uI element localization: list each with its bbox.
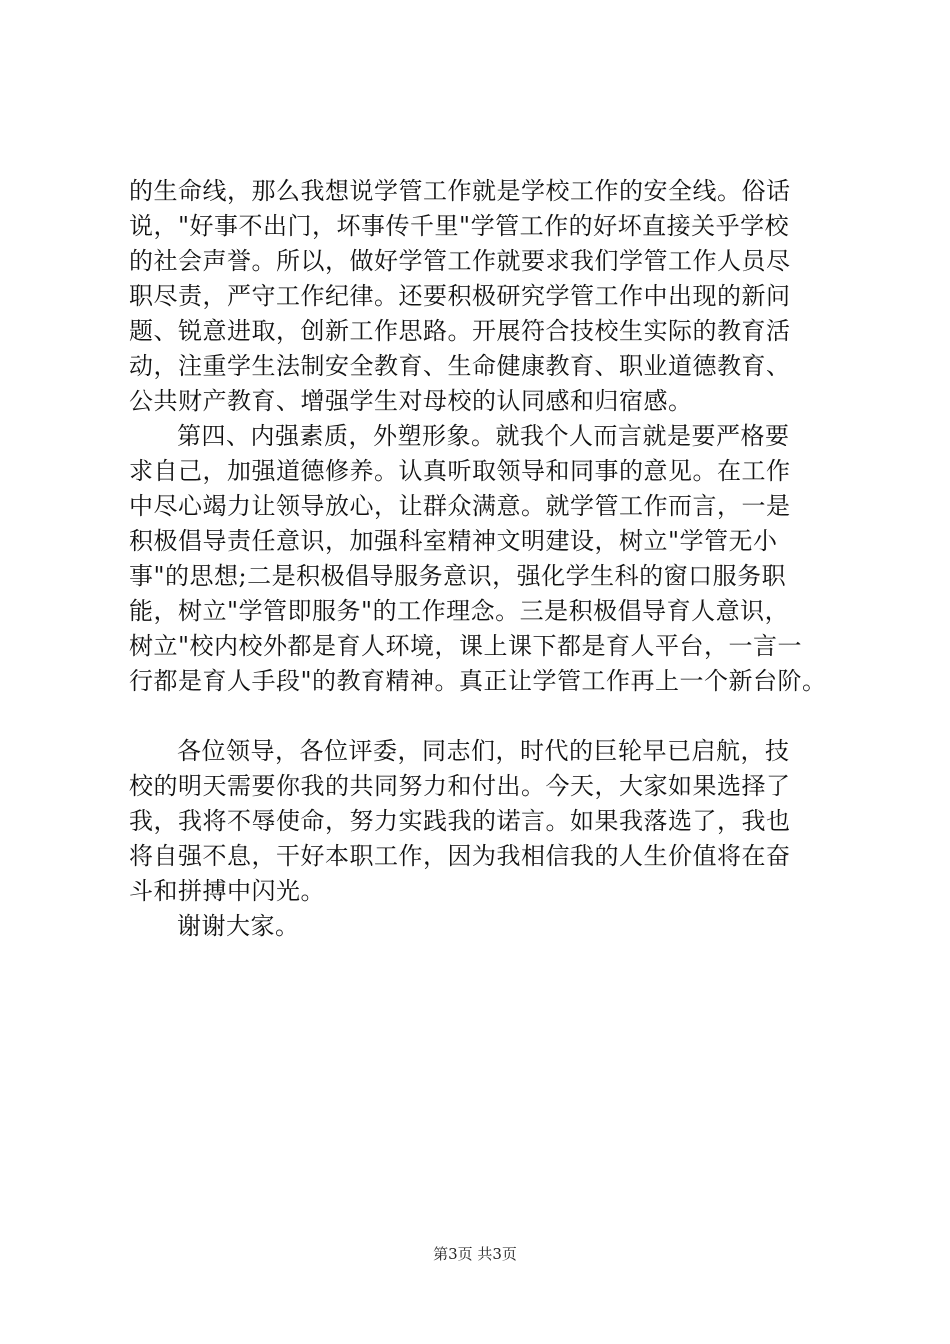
page-number: 第3页 共3页	[433, 1245, 517, 1263]
text-line: 公共财产教育、增强学生对母校的认同感和归宿感。	[129, 387, 693, 415]
text-line: 积极倡导责任意识，加强科室精神文明建设，树立"学管无小	[129, 527, 778, 555]
paragraph	[129, 174, 849, 419]
text-line: 能，树立"学管即服务"的工作理念。三是积极倡导育人意识，	[129, 597, 790, 625]
text-line: 职尽责，严守工作纪律。还要积极研究学管工作中出现的新问	[129, 282, 791, 310]
text-line: 将自强不息，干好本职工作，因为我相信我的人生价值将在奋	[129, 842, 791, 870]
text-line: 行都是育人手段"的教育精神。真正让学管工作再上一个新台阶。	[129, 667, 827, 695]
text-line: 求自己，加强道德修养。认真听取领导和同事的意见。在工作	[129, 457, 791, 485]
text-line: 我，我将不辱使命，努力实践我的诺言。如果我落选了，我也	[129, 807, 791, 835]
paragraph	[129, 909, 849, 944]
text-line: 题、锐意进取，创新工作思路。开展符合技校生实际的教育活	[129, 317, 791, 345]
text-line: 的社会声誉。所以，做好学管工作就要求我们学管工作人员尽	[129, 247, 791, 275]
text-line: 动，注重学生法制安全教育、生命健康教育、职业道德教育、	[129, 352, 791, 380]
text-line: 谢谢大家。	[177, 912, 300, 940]
text-line: 斗和拼搏中闪光。	[129, 877, 325, 905]
document-body	[129, 174, 849, 944]
text-line: 的生命线，那么我想说学管工作就是学校工作的安全线。俗话	[129, 177, 791, 205]
text-line: 树立"校内校外都是育人环境，课上课下都是育人平台，一言一	[129, 632, 803, 660]
paragraph-spacer	[129, 699, 849, 734]
paragraph	[129, 419, 849, 699]
paragraph	[129, 734, 849, 909]
text-line: 说，"好事不出门，坏事传千里"学管工作的好坏直接关乎学校	[129, 212, 790, 240]
text-line: 事"的思想;二是积极倡导服务意识，强化学生科的窗口服务职	[129, 562, 787, 590]
page-footer	[0, 1244, 950, 1264]
text-line: 第四、内强素质，外塑形象。就我个人而言就是要严格要	[177, 422, 790, 450]
text-line: 中尽心竭力让领导放心，让群众满意。就学管工作而言，一是	[129, 492, 791, 520]
text-line: 各位领导，各位评委，同志们，时代的巨轮早已启航，技	[177, 737, 790, 765]
text-line: 校的明天需要你我的共同努力和付出。今天，大家如果选择了	[129, 772, 791, 800]
